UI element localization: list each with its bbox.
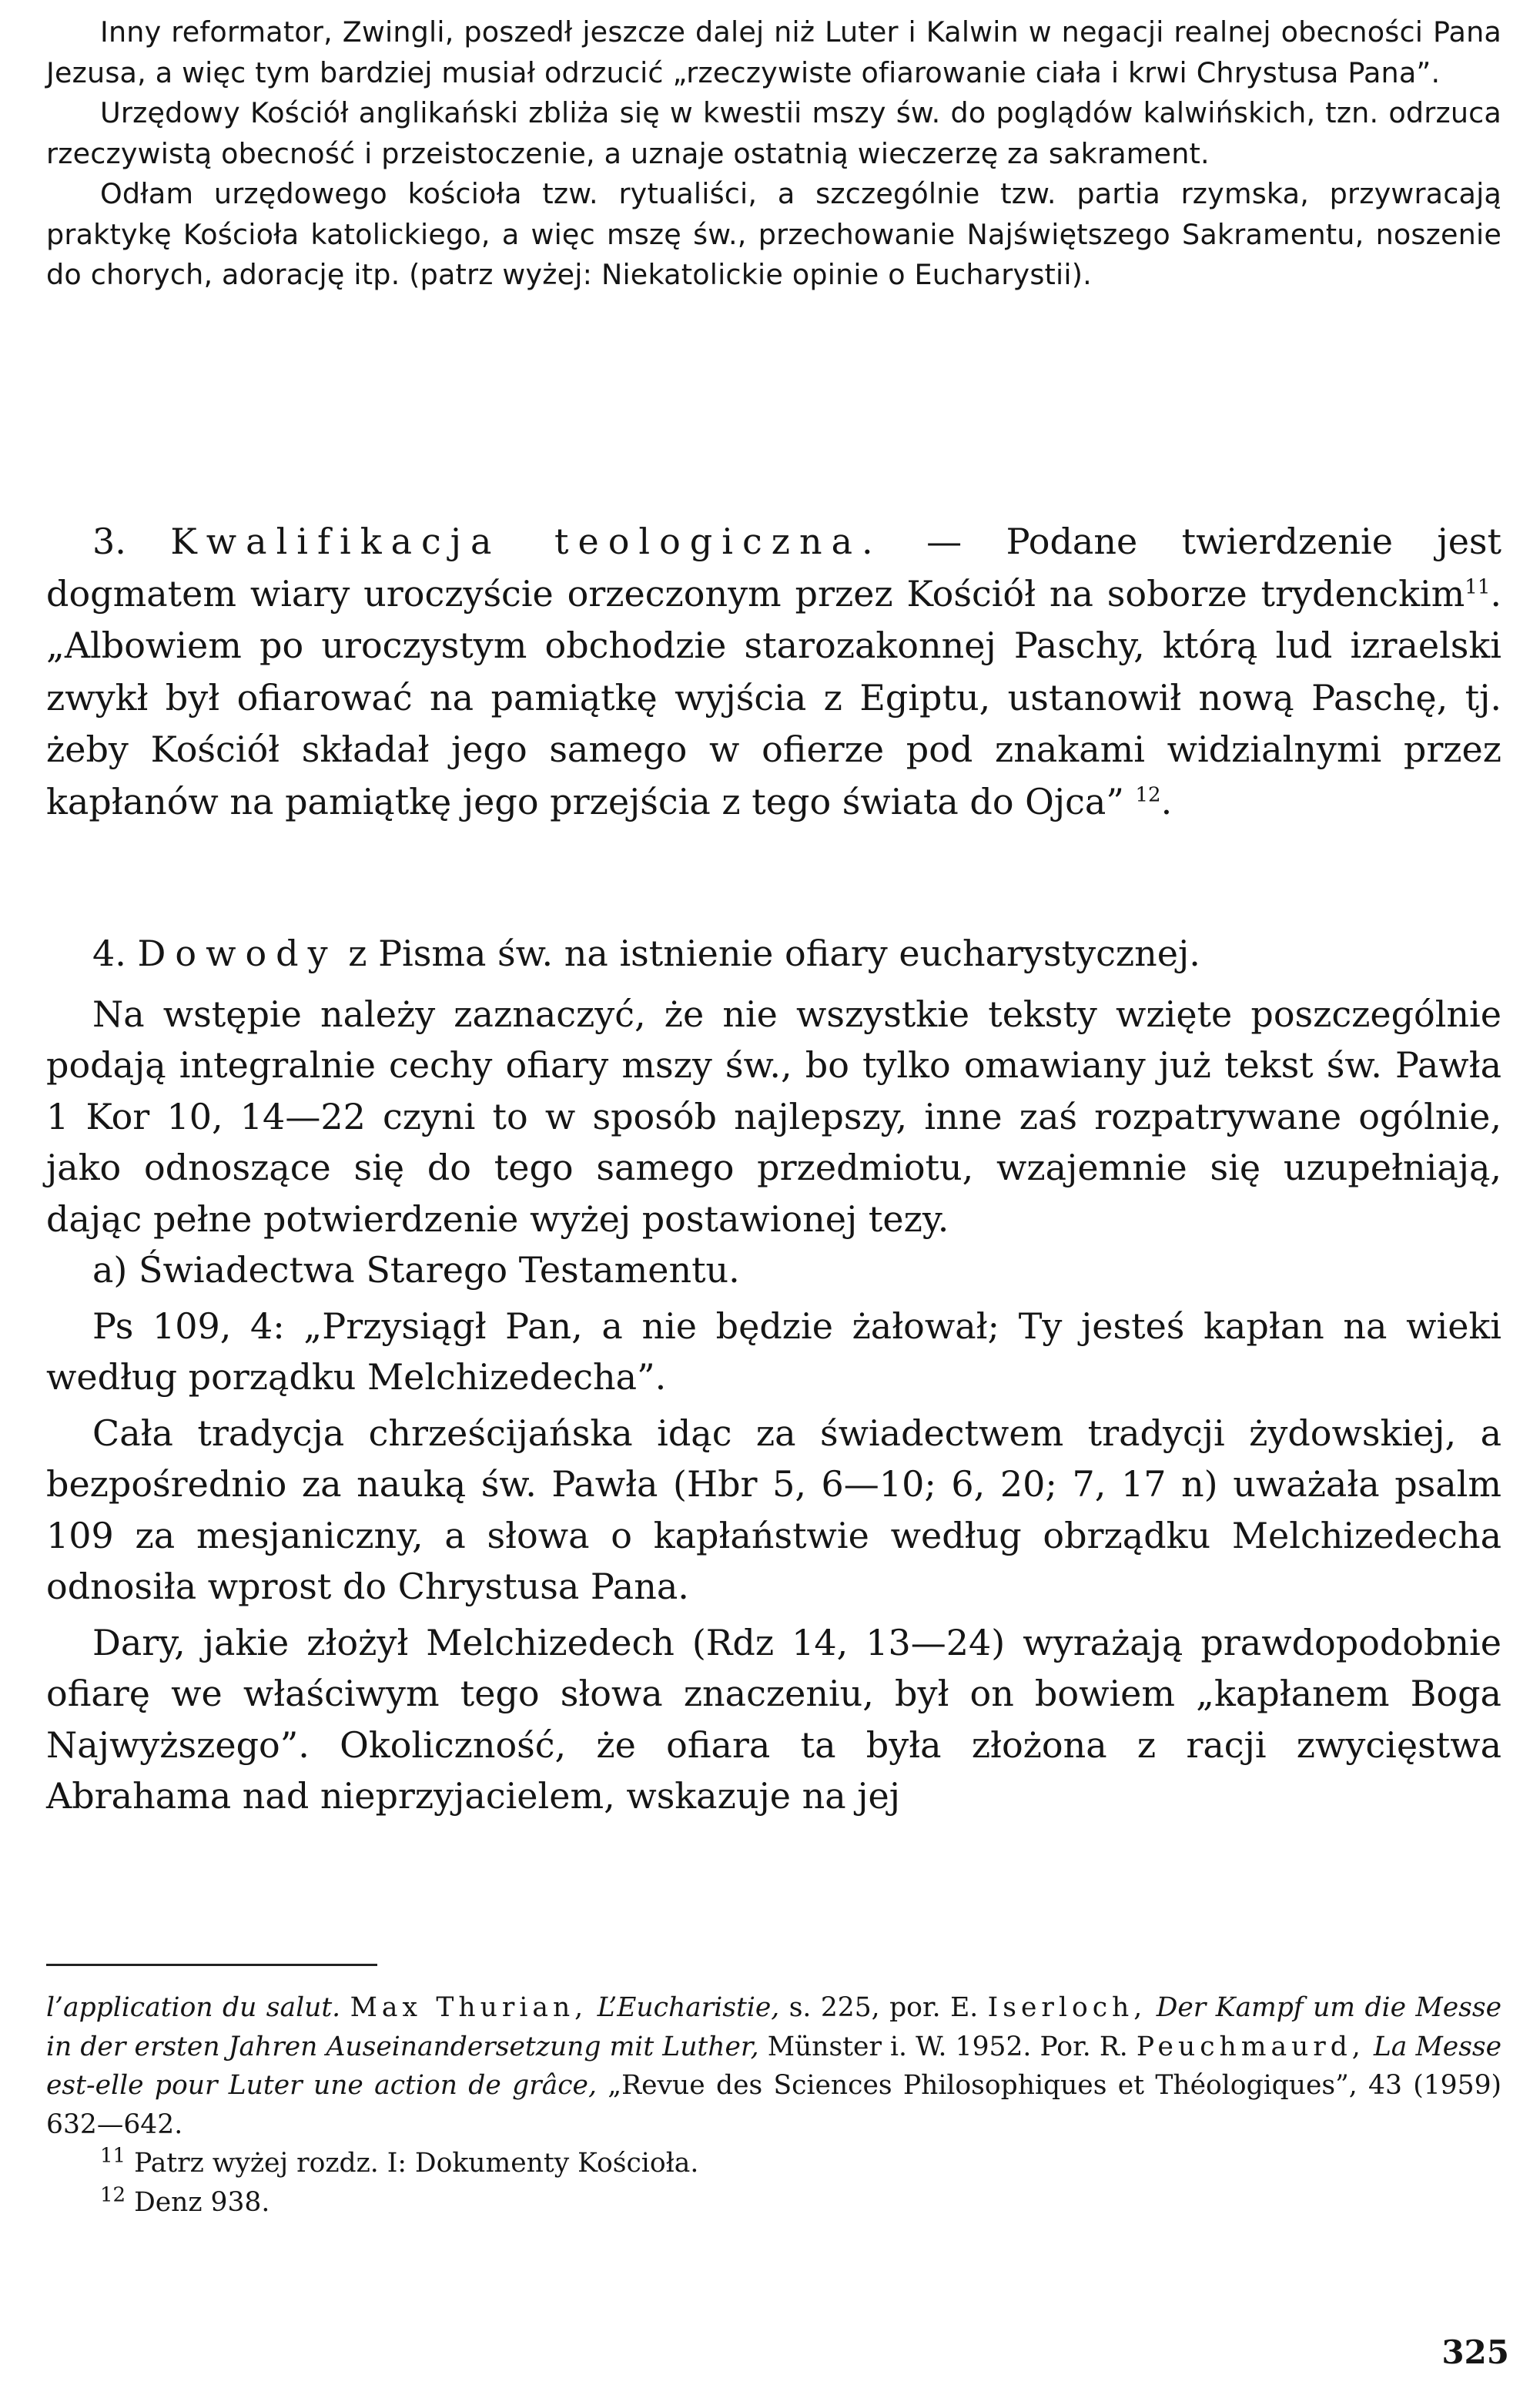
section-3-text: Podane twierdzenie jest dogmatem wiary uroczyście orzeczonym przez Kościół na soborze trydenckim: [46, 521, 1502, 615]
footnote-ref-12: 12: [1135, 783, 1161, 807]
section-4-heading: z Pisma św. na istnienie ofiary eucharystycznej.: [348, 933, 1200, 974]
section-4-number: 4.: [92, 933, 126, 974]
section-3-end: .: [1160, 780, 1173, 822]
section-4-paragraph-intro: Na wstępie należy zaznaczyć, że nie wszystkie teksty wzięte poszczególnie podają integralnie cechy ofiary mszy św., bo tylko omawiany już tekst św. Pawła 1 Kor 10, 14—22 czyni to w sposób najlepszy, inne zaś rozpatrywane ogólnie, jako odnoszące się do tego samego przedmiotu, wzajemnie się uzupełniają, dając pełne potwierdzenie wyżej postawionej tezy.: [46, 993, 1502, 1240]
footnotes: [46, 1988, 1502, 2222]
section-4-paragraph-tradition: Cała tradycja chrześcijańska idąc za świadectwem tradycji żydowskiej, a bezpośrednio za nauką św. Pawła (Hbr 5, 6—10; 6, 20; 7, 17 n) uważała psalm 109 za mesjaniczny, a słowa o kapłaństwie według obrządku Melchizedecha odnosiła wprost do Chrystusa Pana.: [46, 1412, 1502, 1607]
intro-paragraph-ritualists: Odłam urzędowego kościoła tzw. rytualiści, a szczególnie tzw. partia rzymska, przywracają praktykę Kościoła katolickiego, a więc mszę św., przechowanie Najświętszego Sakramentu, noszenie do chorych, adorację itp. (patrz wyżej: Niekatolickie opinie o Eucharystii).: [46, 177, 1502, 291]
section-3: [46, 516, 1502, 828]
footnote-divider: [46, 1964, 377, 1966]
footnote-ref-11: 11: [1465, 575, 1491, 599]
page-number: 325: [1441, 2333, 1509, 2371]
subsection-a-heading: a) Świadectwa Starego Testamentu.: [92, 1249, 740, 1291]
section-3-number: 3.: [92, 521, 126, 562]
section-4: [46, 928, 1502, 1822]
section-4-heading-spaced: Dowody: [137, 933, 337, 974]
section-3-heading: Kwalifikacja teologiczna.: [170, 521, 882, 562]
footnote-11: $^{11}$ Patrz wyżej rozdz. I: Dokumenty Kościoła.: [100, 2144, 699, 2179]
section-3-dash: —: [926, 521, 962, 562]
intro-text-block: [46, 12, 1502, 296]
footnote-12: $^{12}$ Denz 938.: [100, 2183, 270, 2218]
intro-paragraph-anglican: Urzędowy Kościół anglikański zbliża się w kwestii mszy św. do poglądów kalwińskich, tzn. odrzuca rzeczywistą obecność i przeistoczenie, a uznaje ostatnią wieczerzę za sakrament.: [46, 96, 1502, 170]
intro-paragraph-zwingli: Inny reformator, Zwingli, poszedł jeszcze dalej niż Luter i Kalwin w negacji realnej obecności Pana Jezusa, a więc tym bardziej musiał odrzucić „rzeczywiste ofiarowanie ciała i krwi Chrystusa Pana”.: [46, 15, 1502, 89]
section-3-quote: . „Albowiem po uroczystym obchodzie starozakonnej Paschy, którą lud izraelski zwykł był ofiarować na pamiątkę wyjścia z Egiptu, ustanowił nową Paschę, tj. żeby Kościół składał jego samego w ofierze pod znakami widzialnymi przez kapłanów na pamiątkę jego przejścia z tego świata do Ojca”: [46, 572, 1502, 822]
footnote-continuation: l’application du salut. Max Thurian, L’Eucharistie, s. 225, por. E. Iserloch, Der Kampf um die Messe in der ersten Jahren Auseinandersetzung mit Luther, Münster i. W. 1952. Por. R. Peuchmaurd, La Messe est-elle pour Luter une action de grâce, „Revue des Sciences Philosophiques et Théologiques”, 43 (1959) 632—642.: [46, 1992, 1502, 2140]
section-4-paragraph-melchizedek: Dary, jakie złożył Melchizedech (Rdz 14, 13—24) wyrażają prawdopodobnie ofiarę we właściwym tego słowa znaczeniu, był on bowiem „kapłanem Boga Najwyższego”. Okoliczność, że ofiara ta była złożona z racji zwycięstwa Abrahama nad nieprzyjacielem, wskazuje na jej: [46, 1621, 1502, 1817]
psalm-quote: Ps 109, 4: „Przysiągł Pan, a nie będzie żałował; Ty jesteś kapłan na wieki według porządku Melchizedecha”.: [46, 1305, 1502, 1398]
